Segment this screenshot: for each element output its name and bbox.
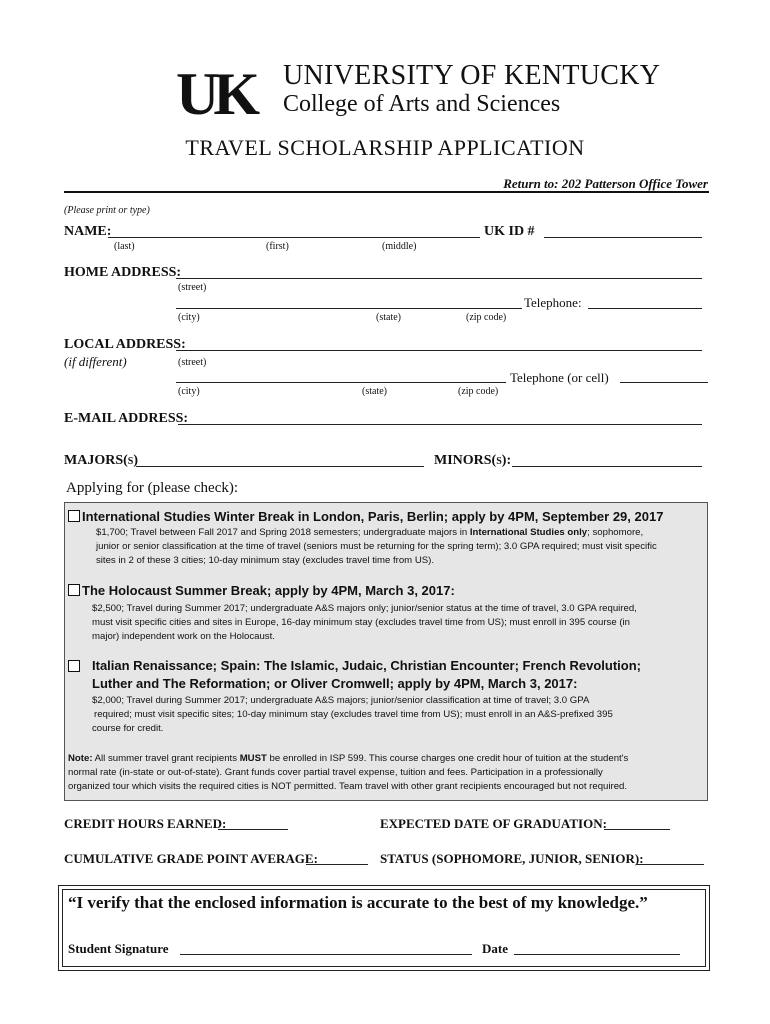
note-line1-a: All summer travel grant recipients bbox=[92, 753, 240, 764]
option-holocaust-line2: must visit specific cities and sites in Europe, 16-day minimum stay (excludes travel time from US); must enroll in 395 course (in bbox=[92, 617, 630, 628]
note-must: MUST bbox=[239, 753, 267, 764]
note-line1 bbox=[68, 752, 628, 766]
name-first-hint: (first) bbox=[266, 241, 289, 252]
ukid-label: UK ID # bbox=[484, 224, 535, 239]
option-italian-line2: required; must visit specific sites; 10-day minimum stay (excludes travel time from US); must enroll in an A&S-prefixed 395 bbox=[94, 709, 613, 720]
note-line2: normal rate (in-state or out-of-state). Grant funds cover partial travel expense, tuition and fees. Participation in a professionally bbox=[68, 767, 603, 778]
option-italian-line1: $2,000; Travel during Summer 2017; undergraduate A&S majors; junior/senior classification at time of travel; 3.0 GPA bbox=[92, 695, 590, 706]
return-address: Return to: 202 Patterson Office Tower bbox=[503, 176, 708, 191]
expected-graduation-label: EXPECTED DATE OF GRADUATION: bbox=[380, 816, 607, 831]
local-street-field[interactable] bbox=[176, 350, 702, 351]
home-zip-hint: (zip code) bbox=[466, 312, 507, 323]
minors-label: MINORS(s): bbox=[434, 453, 512, 468]
option-international-line2: junior or senior classification at the time of travel (seniors must be returning for the spring term); 3.0 GPA required; must visit specific bbox=[96, 541, 657, 552]
credit-hours-field[interactable] bbox=[218, 829, 288, 830]
option-international-line3: sites in 2 of these 3 cities; 10-day minimum stay (excludes travel time from US). bbox=[96, 555, 435, 566]
checkbox-holocaust[interactable] bbox=[68, 584, 80, 596]
local-telephone-label: Telephone (or cell) bbox=[510, 370, 609, 385]
uk-logo-text: UK bbox=[176, 66, 254, 118]
option-holocaust bbox=[68, 583, 455, 598]
home-city-hint: (city) bbox=[178, 312, 200, 323]
status-label: STATUS (SOPHOMORE, JUNIOR, SENIOR): bbox=[380, 851, 644, 866]
majors-label: MAJORS(s) bbox=[64, 453, 138, 468]
status-field[interactable] bbox=[636, 864, 704, 865]
credit-hours-label: CREDIT HOURS EARNED: bbox=[64, 816, 227, 831]
home-telephone-label: Telephone: bbox=[524, 295, 582, 310]
minors-field[interactable] bbox=[512, 466, 702, 467]
gpa-label: CUMULATIVE GRADE POINT AVERAGE: bbox=[64, 851, 318, 866]
expected-graduation-field[interactable] bbox=[604, 829, 670, 830]
date-label: Date bbox=[482, 941, 508, 956]
majors-field[interactable] bbox=[136, 466, 424, 467]
print-note: (Please print or type) bbox=[64, 205, 150, 216]
name-last-hint: (last) bbox=[114, 241, 135, 252]
local-city-hint: (city) bbox=[178, 386, 200, 397]
local-telephone-field[interactable] bbox=[620, 382, 708, 383]
college-name: College of Arts and Sciences bbox=[283, 91, 561, 117]
checkbox-italian-renaissance[interactable] bbox=[68, 660, 80, 672]
note-label: Note: bbox=[68, 753, 93, 764]
uk-logo bbox=[176, 66, 274, 118]
email-label: E-MAIL ADDRESS: bbox=[64, 411, 189, 426]
name-middle-hint: (middle) bbox=[382, 241, 417, 252]
local-address-label: LOCAL ADDRESS: bbox=[64, 337, 186, 352]
form-title: TRAVEL SCHOLARSHIP APPLICATION bbox=[185, 135, 585, 160]
option-international-line1-a: $1,700; Travel between Fall 2017 and Spring 2018 semesters; undergraduate majors in bbox=[96, 527, 470, 538]
name-label: NAME: bbox=[64, 224, 112, 239]
local-state-hint: (state) bbox=[362, 386, 387, 397]
verification-statement: “I verify that the enclosed information is accurate to the best of my knowledge.” bbox=[68, 893, 648, 912]
option-holocaust-line1: $2,500; Travel during Summer 2017; undergraduate A&S majors only; junior/senior status at the time of travel, 3.0 GPA required, bbox=[92, 603, 637, 614]
email-field[interactable] bbox=[178, 424, 702, 425]
home-street-hint: (street) bbox=[178, 282, 207, 293]
local-city-field[interactable] bbox=[176, 382, 506, 383]
home-street-field[interactable] bbox=[176, 278, 702, 279]
option-international-title: International Studies Winter Break in London, Paris, Berlin; apply by 4PM, September 29, 2017 bbox=[82, 509, 664, 524]
home-city-field[interactable] bbox=[176, 308, 522, 309]
option-holocaust-title: The Holocaust Summer Break; apply by 4PM, March 3, 2017: bbox=[82, 583, 455, 598]
option-holocaust-line3: major) independent work on the Holocaust. bbox=[92, 631, 275, 642]
gpa-field[interactable] bbox=[306, 864, 368, 865]
checkbox-international-studies[interactable] bbox=[68, 510, 80, 522]
option-international-line1-bold: International Studies only bbox=[469, 527, 588, 538]
name-field[interactable] bbox=[108, 237, 480, 238]
home-state-hint: (state) bbox=[376, 312, 401, 323]
ukid-field[interactable] bbox=[544, 237, 702, 238]
option-italian-line3: course for credit. bbox=[92, 723, 164, 734]
date-field[interactable] bbox=[514, 954, 680, 955]
option-international-line1-b: ; sophomore, bbox=[587, 527, 644, 538]
home-address-label: HOME ADDRESS: bbox=[64, 265, 182, 280]
signature-field[interactable] bbox=[180, 954, 472, 955]
home-telephone-field[interactable] bbox=[588, 308, 702, 309]
option-italian-title2: Luther and The Reformation; or Oliver Cromwell; apply by 4PM, March 3, 2017: bbox=[92, 676, 578, 691]
option-italian-title1: Italian Renaissance; Spain: The Islamic, Judaic, Christian Encounter; French Revolution; bbox=[92, 658, 642, 673]
university-name: UNIVERSITY OF KENTUCKY bbox=[283, 60, 661, 91]
local-address-note: (if different) bbox=[64, 354, 127, 369]
option-international-line1 bbox=[96, 526, 706, 540]
option-international-studies bbox=[68, 509, 663, 524]
local-street-hint: (street) bbox=[178, 357, 207, 368]
note-line1-b: be enrolled in ISP 599. This course charges one credit hour of tuition at the student's bbox=[266, 753, 629, 764]
applying-label: Applying for (please check): bbox=[66, 480, 239, 496]
signature-label: Student Signature bbox=[68, 941, 169, 956]
note-line3: organized tour which visits the required cities is NOT permitted. Team travel with other grant recipients encouraged but not required. bbox=[68, 781, 628, 792]
local-zip-hint: (zip code) bbox=[458, 386, 499, 397]
